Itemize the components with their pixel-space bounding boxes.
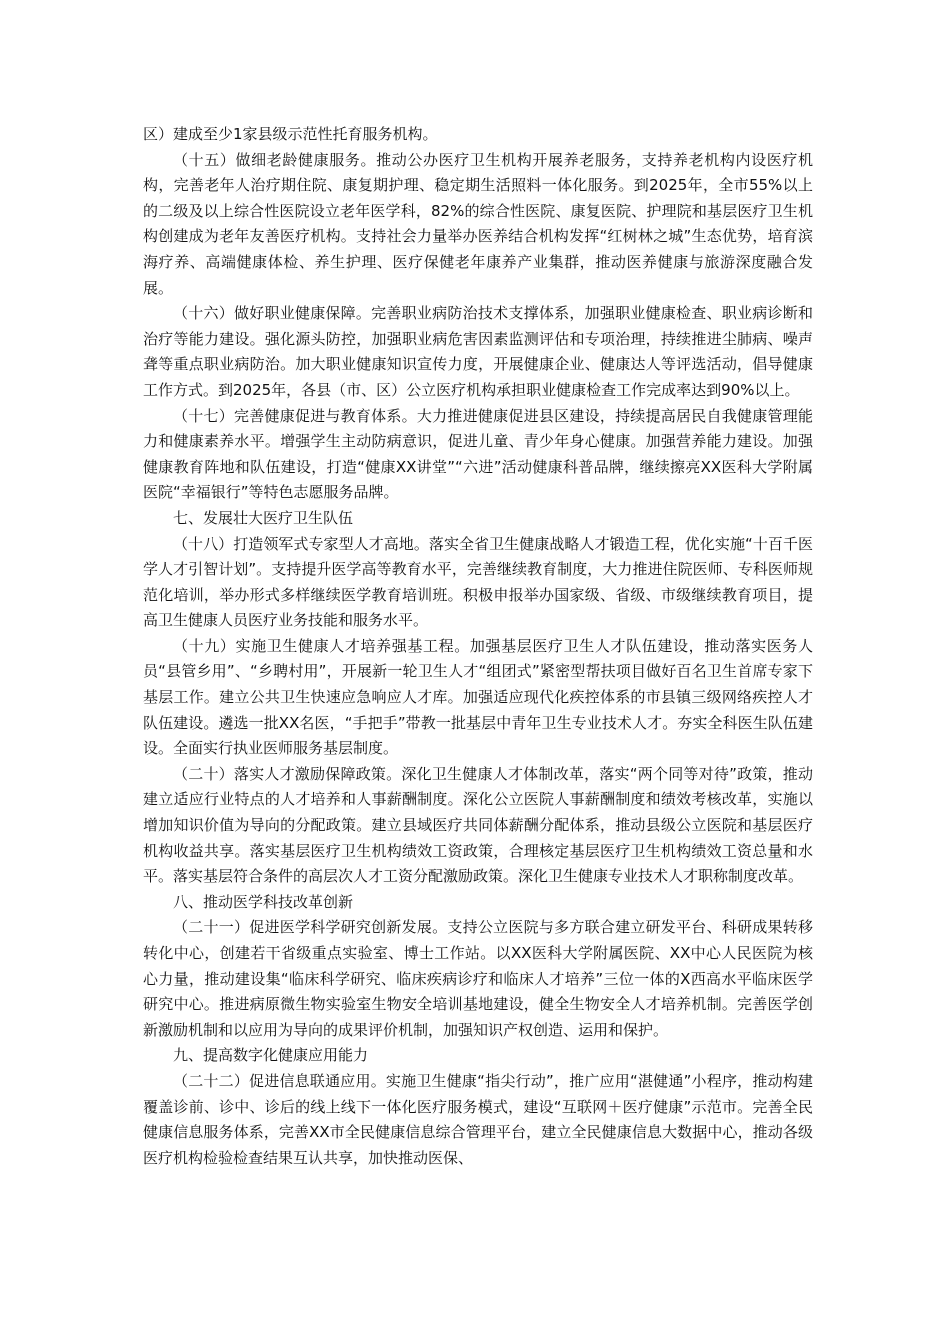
paragraph-17-health-promotion: （十七）完善健康促进与教育体系。大力推进健康促进县区建设，持续提高居民自我健康管理能力和健康素养水平。增强学生主动防病意识，促进儿童、青少年身心健康。加强营养能力建设。加强健康教育阵地和队伍建设，打造“健康XX讲堂”“六进”活动健康科普品牌，继续擦亮XX医科大学附属医院“幸福银行”等特色志愿服务品牌。 [143, 406, 813, 502]
section-heading-9: 九、提高数字化健康应用能力 [173, 1046, 369, 1065]
document-body [143, 122, 813, 1171]
paragraph-20-talent-incentives: （二十）落实人才激励保障政策。深化卫生健康人才体制改革，落实“两个同等对待”政策，推动建立适应行业特点的人才培养和人事薪酬制度。深化公立医院人事薪酬制度和绩效考核改革，实施以增加知识价值为导向的分配政策。建立县域医疗共同体薪酬分配体系，推动县级公立医院和基层医疗机构收益共享。落实基层医疗卫生机构绩效工资政策，合理核定基层医疗卫生机构绩效工资总量和水平。落实基层符合条件的高层次人才工资分配激励政策。深化卫生健康专业技术人才职称制度改革。 [143, 764, 813, 886]
paragraph-continuation: 区）建成至少1家县级示范性托育服务机构。 [143, 125, 438, 143]
paragraph-18-talent-highland: （十八）打造领军式专家型人才高地。落实全省卫生健康战略人才锻造工程，优化实施“十百千医学人才引智计划”。支持提升医学高等教育水平，完善继续教育制度，大力推进住院医师、专科医师规范化培训，举办形式多样继续医学教育培训班。积极申报举办国家级、省级、市级继续教育项目，提高卫生健康人员医疗业务技能和服务水平。 [143, 534, 813, 630]
paragraph-21-medical-research: （二十一）促进医学科学研究创新发展。支持公立医院与多方联合建立研发平台、科研成果转移转化中心，创建若干省级重点实验室、博士工作站。以XX医科大学附属医院、XX中心人民医院为核心力量，推动建设集“临床科学研究、临床疾病诊疗和临床人才培养”三位一体的X西高水平临床医学研究中心。推进病原微生物实验室生物安全培训基地建设，健全生物安全人才培养机制。完善医学创新激励机制和以应用为导向的成果评价机制，加强知识产权创造、运用和保护。 [143, 918, 813, 1039]
section-heading-8: 八、推动医学科技改革创新 [173, 892, 354, 911]
paragraph-16-occupational-health: （十六）做好职业健康保障。完善职业病防治技术支撑体系，加强职业健康检查、职业病诊断和治疗等能力建设。强化源头防控，加强职业病危害因素监测评估和专项治理，持续推进尘肺病、噪声聋等重点职业病防治。加大职业健康知识宣传力度，开展健康企业、健康达人等评选活动，倡导健康工作方式。到2025年，各县（市、区）公立医疗机构承担职业健康检查工作完成率达到90%以上。 [143, 304, 813, 399]
paragraph-22-information-connectivity: （二十二）促进信息联通应用。实施卫生健康“指尖行动”，推广应用“湛健通”小程序，推动构建覆盖诊前、诊中、诊后的线上线下一体化医疗服务模式，建设“互联网＋医疗健康”示范市。完善全民健康信息服务体系，完善XX市全民健康信息综合管理平台，建立全民健康信息大数据中心，推动各级医疗机构检验检查结果互认共享，加快推动医保、 [143, 1071, 813, 1167]
section-heading-7: 七、发展壮大医疗卫生队伍 [173, 508, 354, 527]
paragraph-15-elderly-health: （十五）做细老龄健康服务。推动公办医疗卫生机构开展养老服务，支持养老机构内设医疗机构，完善老年人治疗期住院、康复期护理、稳定期生活照料一体化服务。到2025年，全市55%以上的二级及以上综合性医院设立老年医学科，82%的综合性医院、康复医院、护理院和基层医疗卫生机构创建成为老年友善医疗机构。支持社会力量举办医养结合机构发挥“红树林之城”生态优势，培育滨海疗养、高端健康体检、养生护理、医疗保健老年康养产业集群，推动医养健康与旅游深度融合发展。 [143, 150, 813, 297]
paragraph-19-grassroots-talent: （十九）实施卫生健康人才培养强基工程。加强基层医疗卫生人才队伍建设，推动落实医务人员“县管乡用”、“乡聘村用”，开展新一轮卫生人才“组团式”紧密型帮扶项目做好百名卫生首席专家下基层工作。建立公共卫生快速应急响应人才库。加强适应现代化疾控体系的市县镇三级网络疾控人才队伍建设。遴选一批XX名医，“手把手”带教一批基层中青年卫生专业技术人才。夯实全科医生队伍建设。全面实行执业医师服务基层制度。 [143, 636, 813, 758]
